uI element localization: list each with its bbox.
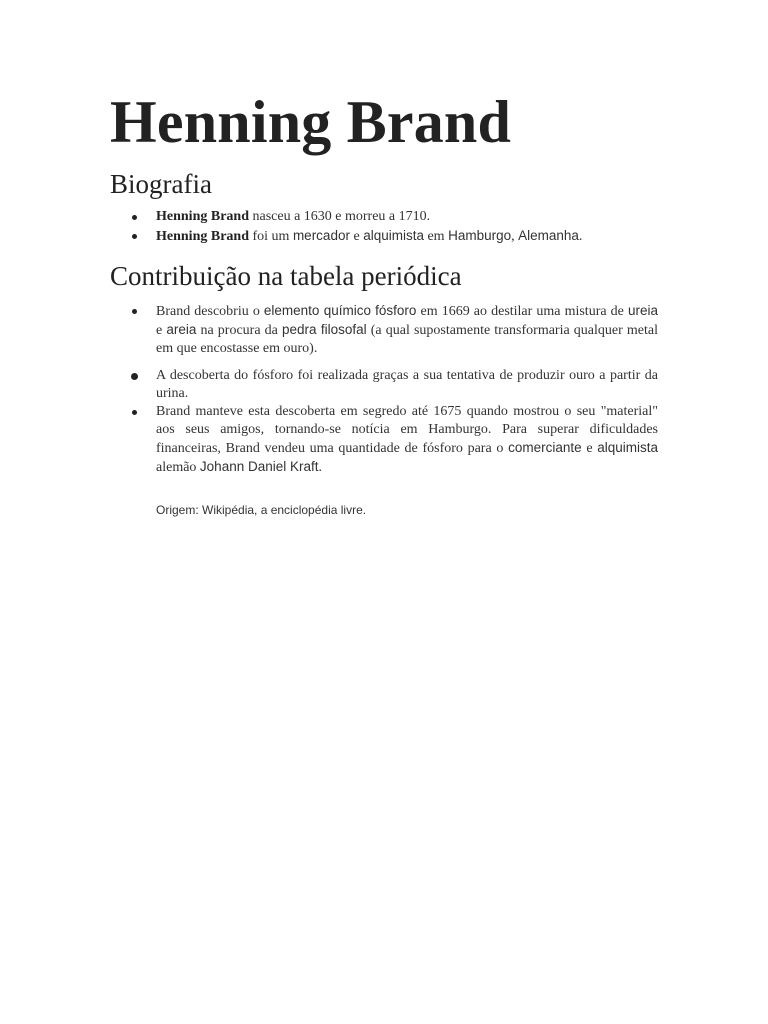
- bullet-icon: [132, 410, 137, 415]
- document-page: [110, 88, 658, 517]
- bold-name: Henning Brand: [156, 229, 249, 244]
- link-hamburgo[interactable]: Hamburgo: [448, 228, 512, 243]
- bullet-icon: [132, 215, 137, 220]
- bullet-icon: [132, 309, 137, 314]
- link-elemento-quimico[interactable]: elemento químico: [263, 303, 372, 318]
- contribution-heading: Contribuição na tabela periódica: [110, 261, 462, 291]
- list-item: A descoberta do fósforo foi realizada graças a sua tentativa de produzir ouro a partir da urina.: [110, 367, 658, 403]
- link-alquimista[interactable]: alquimista: [363, 228, 424, 243]
- contribution-list: [110, 302, 658, 477]
- bold-name: Henning Brand: [156, 209, 249, 224]
- bullet-icon: [131, 373, 138, 380]
- biography-list: [110, 208, 658, 246]
- link-mercador[interactable]: mercador: [292, 228, 350, 243]
- link-ureia[interactable]: ureia: [627, 303, 658, 318]
- link-alemanha[interactable]: Alemanha: [518, 228, 579, 243]
- list-item: Brand manteve esta descoberta em segredo até 1675 quando mostrou o seu "material" aos seus amigos, tornando-se notícia em Hamburgo. Para superar dificuldades financeiras, Brand vendeu uma quantidade de fósforo para o comerciante e alquimista alemão Johann Daniel Kraft.: [110, 403, 658, 477]
- link-alquimista[interactable]: alquimista: [597, 440, 659, 455]
- source-note: Origem: Wikipédia, a enciclopédia livre.: [156, 503, 367, 517]
- link-areia[interactable]: areia: [166, 322, 197, 337]
- page-title: Henning Brand: [110, 89, 512, 155]
- list-item: Henning Brand foi um mercador e alquimista em Hamburgo, Alemanha.: [110, 227, 658, 246]
- bullet-icon: [132, 234, 137, 239]
- link-fosforo[interactable]: fósforo: [375, 303, 417, 318]
- list-item: Brand descobriu o elemento químico fósforo em 1669 ao destilar uma mistura de ureia e areia na procura da pedra filosofal (a qual supostamente transformaria qualquer metal em que encostasse em ouro).: [110, 302, 658, 358]
- biography-heading: Biografia: [110, 169, 212, 199]
- link-comerciante[interactable]: comerciante: [508, 440, 582, 455]
- list-item: Henning Brand nasceu a 1630 e morreu a 1710.: [110, 208, 658, 226]
- link-pedra-filosofal[interactable]: pedra filosofal: [281, 322, 367, 337]
- link-johann-daniel-kraft[interactable]: Johann Daniel Kraft: [199, 459, 319, 474]
